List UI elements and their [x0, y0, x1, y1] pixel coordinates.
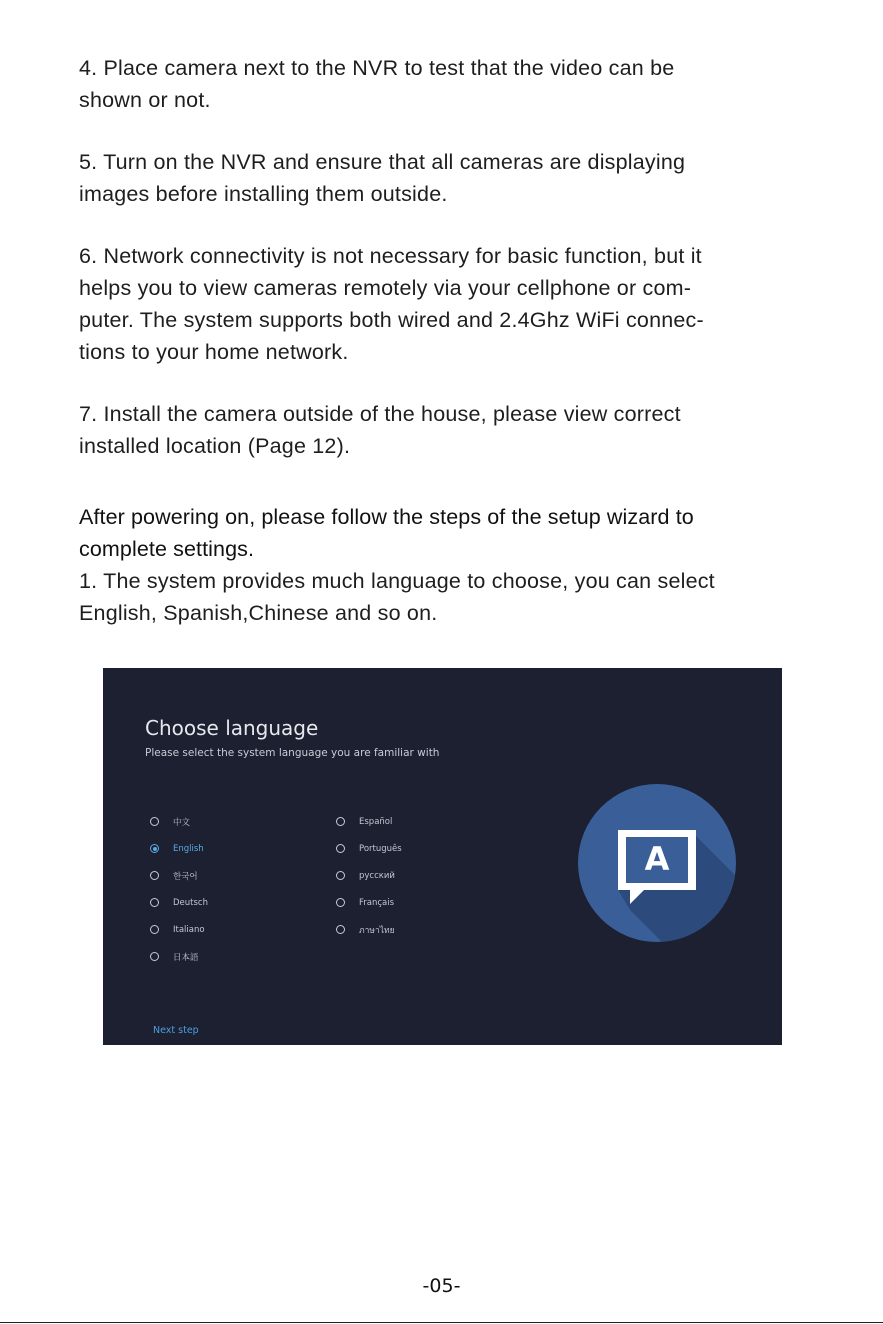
- page-bottom-rule: [0, 1322, 883, 1323]
- step-7-line-1: 7. Install the camera outside of the house, please view correct: [79, 402, 681, 426]
- language-option-chinese[interactable]: [150, 808, 208, 835]
- step-7-line-2: installed location (Page 12).: [79, 434, 351, 458]
- screen-title: Choose language: [145, 716, 319, 740]
- language-option-german[interactable]: [150, 889, 208, 916]
- radio-button[interactable]: [336, 817, 345, 826]
- radio-button[interactable]: [150, 952, 159, 961]
- language-speech-bubble-icon: [578, 784, 736, 942]
- wizard-step-1-line-2: English, Spanish,Chinese and so on.: [79, 601, 438, 625]
- step-5-line-2: images before installing them outside.: [79, 182, 448, 206]
- language-option-italian[interactable]: [150, 916, 208, 943]
- language-label: 日本語: [173, 952, 199, 963]
- radio-button[interactable]: [150, 871, 159, 880]
- radio-button[interactable]: [336, 925, 345, 934]
- language-list-left: [150, 808, 208, 970]
- page-number: -05-: [422, 1275, 461, 1297]
- language-label: 한국어: [173, 871, 198, 882]
- wizard-heading-line-1: After powering on, please follow the steps of the setup wizard to: [79, 505, 694, 529]
- wizard-heading-line-2: complete settings.: [79, 537, 255, 561]
- instruction-step-4: [79, 52, 799, 116]
- language-list-right: [336, 808, 402, 943]
- choose-language-screen: [103, 668, 782, 1045]
- setup-wizard-section: [79, 501, 799, 629]
- language-label: Español: [359, 816, 393, 827]
- language-label: English: [173, 843, 204, 854]
- radio-button-selected[interactable]: [150, 844, 159, 853]
- language-option-russian[interactable]: [336, 862, 402, 889]
- radio-button[interactable]: [150, 925, 159, 934]
- language-option-spanish[interactable]: [336, 808, 402, 835]
- wizard-heading: [79, 501, 799, 565]
- language-option-english[interactable]: [150, 835, 208, 862]
- step-6-line-1: 6. Network connectivity is not necessary for basic function, but it: [79, 244, 702, 268]
- language-label: 中文: [173, 817, 191, 828]
- instruction-step-5: [79, 146, 799, 210]
- language-label: русский: [359, 870, 395, 881]
- step-6-line-2: helps you to view cameras remotely via your cellphone or com-: [79, 276, 692, 300]
- language-label: Italiano: [173, 924, 205, 935]
- language-option-japanese[interactable]: [150, 943, 208, 970]
- language-option-portuguese[interactable]: [336, 835, 402, 862]
- icon-letter: A: [644, 840, 670, 878]
- language-label: Français: [359, 897, 395, 908]
- language-option-thai[interactable]: [336, 916, 402, 943]
- screen-subtitle: Please select the system language you are familiar with: [145, 747, 440, 759]
- language-label: Português: [359, 843, 402, 854]
- language-label: ภาษาไทย: [359, 925, 395, 936]
- next-step-button[interactable]: Next step: [153, 1025, 199, 1036]
- language-label: Deutsch: [173, 897, 208, 908]
- instruction-step-7: [79, 398, 799, 462]
- radio-button[interactable]: [150, 817, 159, 826]
- radio-button[interactable]: [336, 871, 345, 880]
- radio-button[interactable]: [150, 898, 159, 907]
- step-5-line-1: 5. Turn on the NVR and ensure that all cameras are displaying: [79, 150, 686, 174]
- manual-text: [79, 52, 799, 629]
- wizard-step-1: [79, 565, 799, 629]
- step-4-line-2: shown or not.: [79, 88, 211, 112]
- instruction-step-6: [79, 240, 799, 368]
- language-option-korean[interactable]: [150, 862, 208, 889]
- step-6-line-4: tions to your home network.: [79, 340, 349, 364]
- step-4-line-1: 4. Place camera next to the NVR to test that the video can be: [79, 56, 675, 80]
- wizard-step-1-line-1: 1. The system provides much language to choose, you can select: [79, 569, 715, 593]
- language-option-french[interactable]: [336, 889, 402, 916]
- step-6-line-3: puter. The system supports both wired and 2.4Ghz WiFi connec-: [79, 308, 704, 332]
- radio-button[interactable]: [336, 844, 345, 853]
- radio-button[interactable]: [336, 898, 345, 907]
